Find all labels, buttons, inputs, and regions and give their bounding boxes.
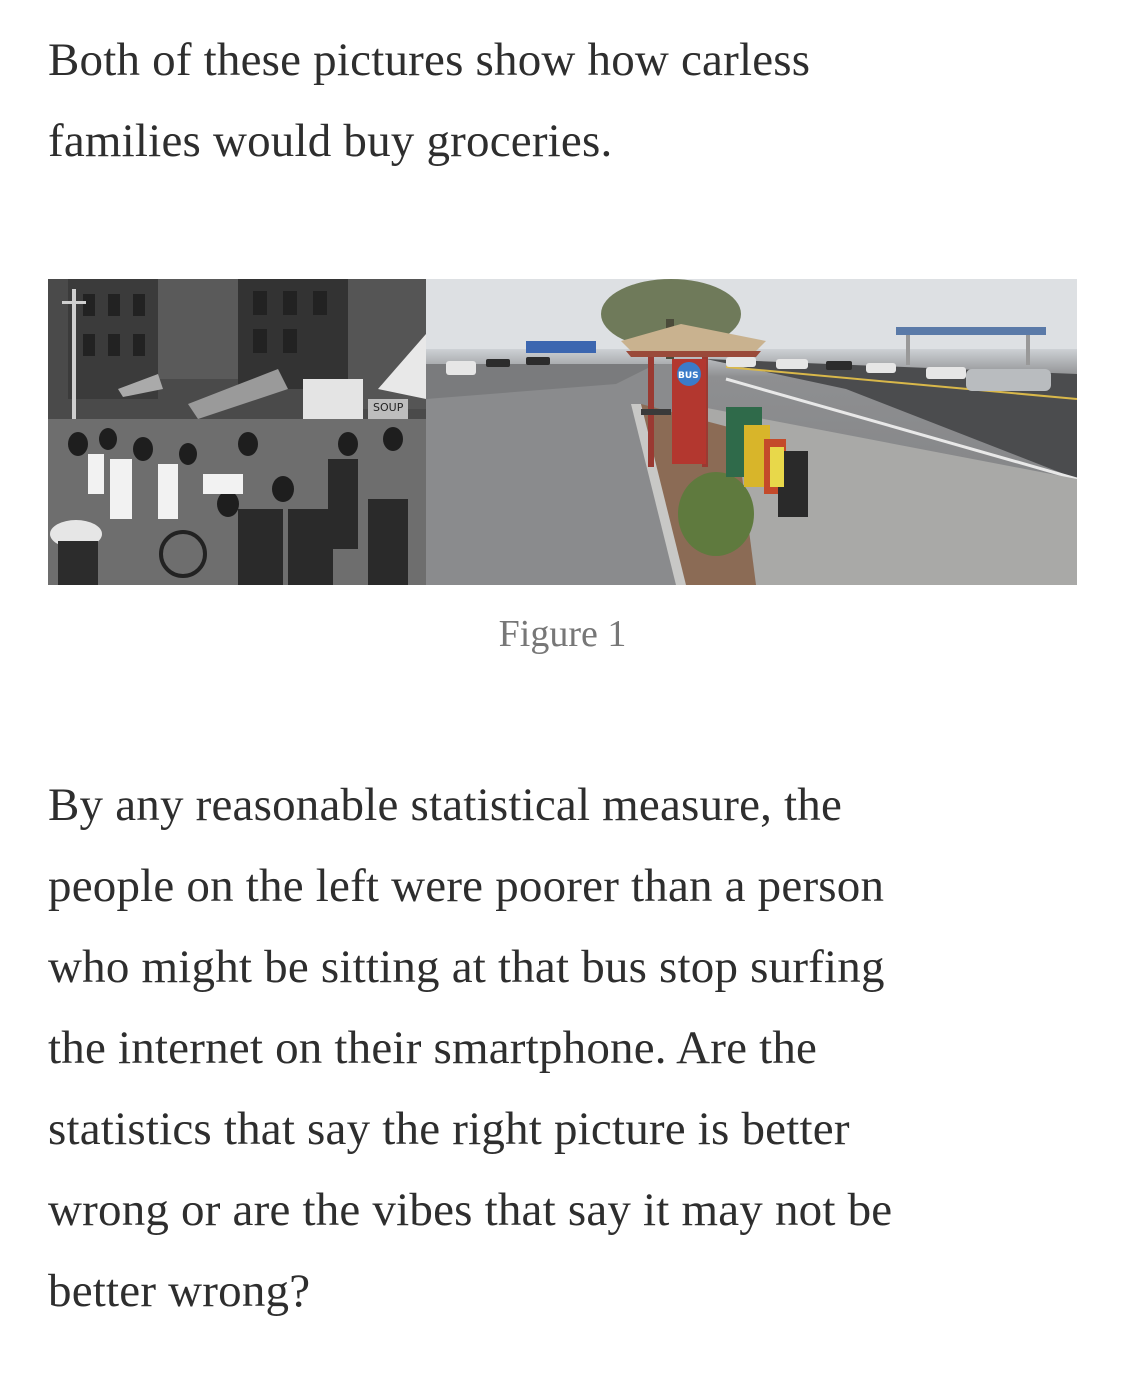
street-market-photo — [48, 279, 426, 585]
text-line: families would buy groceries. — [48, 115, 613, 167]
bus-stop-photo — [426, 279, 1077, 585]
text-line: By any reasonable statistical measure, the — [48, 779, 843, 831]
text-line: the internet on their smartphone. Are the — [48, 1022, 818, 1074]
text-line: Both of these pictures show how carless — [48, 34, 811, 86]
body-paragraph — [48, 765, 1078, 1332]
text-line: who might be sitting at that bus stop surfing — [48, 941, 885, 993]
text-line: wrong or are the vibes that say it may not be — [48, 1184, 893, 1236]
market-sign-text: SOUP — [373, 401, 404, 414]
intro-paragraph — [48, 20, 1078, 182]
text-line: better wrong? — [48, 1265, 311, 1317]
text-line: statistics that say the right picture is better — [48, 1103, 850, 1155]
figure-image — [48, 279, 1077, 585]
text-line: people on the left were poorer than a person — [48, 860, 885, 912]
figure-caption: Figure 1 — [498, 613, 627, 655]
bus-sign-text: BUS — [678, 371, 699, 381]
